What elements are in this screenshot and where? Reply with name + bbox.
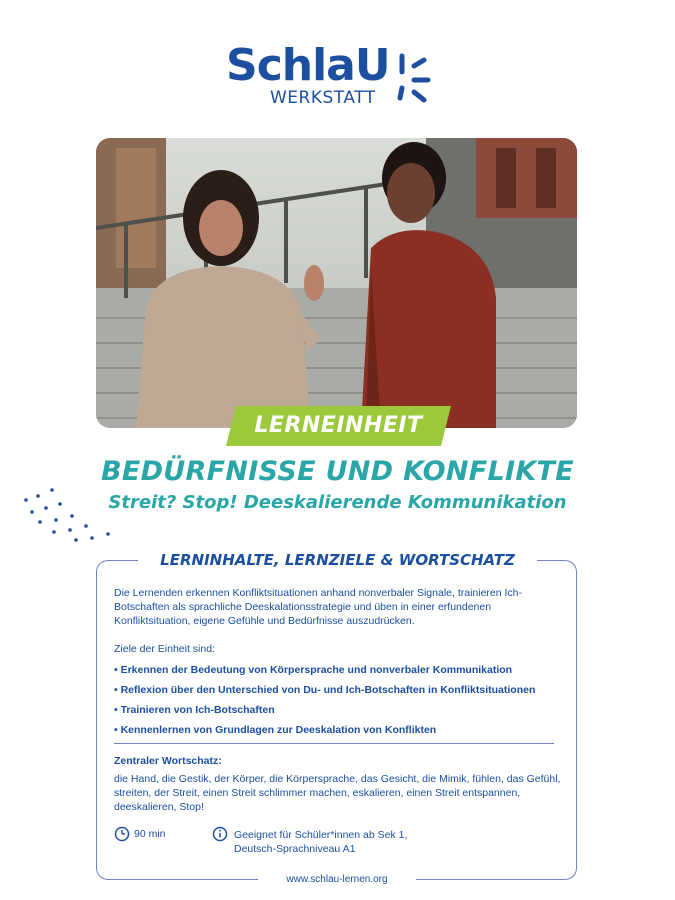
page-subtitle: Streit? Stop! Deeskalierende Kommunikation xyxy=(108,492,567,513)
suitability-line-2: Deutsch-Sprachniveau A1 xyxy=(234,843,356,855)
goal-item: • Erkennen der Bedeutung von Körpersprache und nonverbaler Kommunikation xyxy=(114,660,574,680)
logo-subtitle: WERKSTATT xyxy=(270,88,376,108)
section-heading: LERNINHALTE, LERNZIELE & WORTSCHATZ xyxy=(138,548,537,572)
lerneinheit-badge xyxy=(226,406,451,446)
intro-text: Die Lernenden erkennen Konfliktsituationen anhand nonverbaler Signale, trainieren Ich-Botschaften als sprachliche Deeskalationsstrategie und üben in einer erfundenen Konfliktsituation, eigene Gefühle und Bedürfnisse auszudrücken. xyxy=(114,587,523,627)
logo-wordmark: SchlaU xyxy=(226,40,390,91)
footer-url[interactable]: www.schlau-lernen.org xyxy=(258,871,416,889)
vocab-text: die Hand, die Gestik, der Körper, die Körpersprache, das Gesicht, die Mimik, fühlen, das Gefühl, streiten, der Streit, einen Streit schlimmer machen, eskalieren, einen Streit entspannen, deeskalieren, Stop! xyxy=(114,773,561,813)
duration-value: 90 min xyxy=(134,828,166,840)
vocab-label: Zentraler Wortschatz: xyxy=(114,755,222,767)
goal-item: • Kennenlernen von Grundlagen zur Deeskalation von Konflikten xyxy=(114,720,574,740)
goal-item: • Trainieren von Ich-Botschaften xyxy=(114,700,574,720)
suitability-line-1: Geeignet für Schüler*innen ab Sek 1, xyxy=(234,829,408,841)
goals-label: Ziele der Einheit sind: xyxy=(114,643,215,655)
decorative-dots xyxy=(20,478,160,548)
suitability-text xyxy=(234,828,494,856)
badge-label: LERNEINHEIT xyxy=(254,413,423,438)
page-title: BEDÜRFNISSE UND KONFLIKTE xyxy=(100,456,575,487)
goal-item: • Reflexion über den Unterschied von Du- und Ich-Botschaften in Konfliktsituationen xyxy=(114,680,574,700)
info-icon xyxy=(212,826,228,842)
two-people-photo xyxy=(96,138,577,428)
clock-icon xyxy=(114,826,130,842)
schlau-werkstatt-logo xyxy=(226,42,436,112)
sunburst-rays-icon xyxy=(392,52,432,104)
goals-list xyxy=(114,660,574,740)
section-divider xyxy=(114,743,554,744)
hero-photo xyxy=(96,138,577,428)
